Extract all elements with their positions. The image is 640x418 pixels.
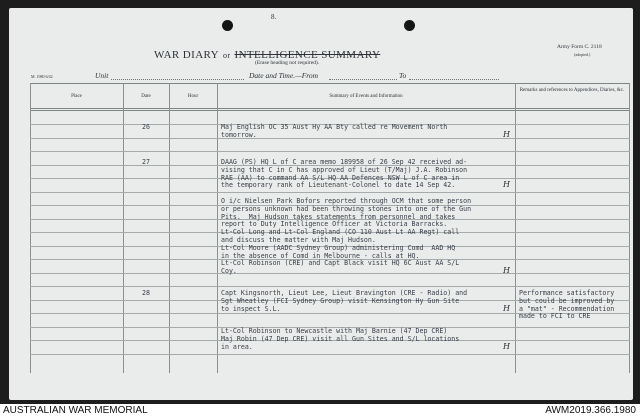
page-number: 8. xyxy=(271,13,277,21)
divider-place-date xyxy=(123,83,124,373)
border-right xyxy=(629,83,630,373)
ruled-line xyxy=(30,151,630,152)
entry-text: O i/c Nielsen Park Bofors reported through OCM that some person or persons unknown had been throwing stones into one of the Gun Pits. Maj Hudson takes statements from personnel and takes report to Duty Intelligence Officer at Victoria Barracks. Lt-Col Long and Lt-Col England (CO 110 Aust Lt AA Regt) call and discuss the matter with Maj Hudson. Lt-Col Moore (AADC Sydney Group) administering Comd AAD HQ in the absence of Comd in Melbourne - calls at HQ. Lt-Col Robinson (CRE) and Capt Black visit HQ 6C Aust AA S/L Coy. xyxy=(221,197,472,276)
adopted-note: (adopted.) xyxy=(574,52,591,57)
title-or: or xyxy=(223,51,231,60)
header-bottom-rule xyxy=(30,108,630,109)
form-subtitle: (Erase heading not required). xyxy=(255,60,320,66)
handwritten-initial: H xyxy=(503,129,510,139)
to-dotted-line xyxy=(409,79,499,80)
col-header-date: Date xyxy=(141,94,151,99)
ruled-line xyxy=(30,192,630,193)
col-header-remarks: Remarks and references to Appendices, Diaries, &c. xyxy=(519,88,625,93)
divider-date-hour xyxy=(169,83,170,373)
border-left xyxy=(30,83,31,373)
from-dotted-line xyxy=(329,79,397,80)
divider-summary-remarks xyxy=(515,83,516,373)
entry-text: Maj English OC 35 Aust Hy AA Bty called re Movement North tomorrow. xyxy=(221,123,448,139)
entry-text: Lt-Col Robinson to Newcastle with Maj Barnie (47 Dep CRE) Maj Robin (47 Dep CRE) visit all Gun Sites and S/L locations in area. xyxy=(221,327,460,351)
divider-hour-summary xyxy=(217,83,218,373)
title-intelligence-summary: INTELLIGENCE SUMMARY xyxy=(234,49,381,61)
print-code: M. 1980 6/42 xyxy=(31,74,53,79)
handwritten-initial: H xyxy=(503,180,510,190)
punch-hole-right xyxy=(404,20,415,31)
col-header-place: Place xyxy=(71,94,82,99)
handwritten-initial: H xyxy=(503,303,510,313)
handwritten-initial: H xyxy=(503,341,510,351)
war-diary-form xyxy=(9,8,633,400)
title-war-diary: WAR DIARY xyxy=(154,49,220,61)
footer-accession-number: AWM2019.366.1980 xyxy=(545,405,636,416)
ruled-line xyxy=(30,354,630,355)
table-top-rule xyxy=(30,83,630,84)
entry-remarks: Performance satisfactory but could be improved by a "mat" - Recommendation made to FCI to CRE xyxy=(519,289,615,321)
col-header-hour: Hour xyxy=(187,94,199,99)
army-form-number: Army Form C. 2118 xyxy=(557,44,602,50)
to-label: To xyxy=(399,71,407,80)
entry-date: 26 xyxy=(142,123,150,131)
handwritten-initial: H xyxy=(503,266,510,276)
entry-date: 27 xyxy=(142,158,150,166)
ruled-line xyxy=(30,286,630,287)
archive-footer xyxy=(0,404,640,418)
unit-dotted-line xyxy=(111,79,244,80)
entry-date: 28 xyxy=(142,289,150,297)
footer-institution: AUSTRALIAN WAR MEMORIAL xyxy=(3,405,148,416)
unit-label: Unit xyxy=(95,71,109,80)
col-header-summary: Summary of Events and Information xyxy=(329,94,403,99)
punch-hole-left xyxy=(222,20,233,31)
datetime-label: Date and Time.—From xyxy=(249,71,319,80)
header-bottom-rule-double xyxy=(30,110,630,111)
entry-text: DAAG (PS) HQ L of C area memo 189958 of 26 Sep 42 received ad- vising that C in C has approved of Lieut (T/Maj) J.A. Robinson RAE (AA) to command AA S/L HQ AA Defences NSW L of C area in the temporary rank of Lieutenant-Colonel to date 14 Sep 42. xyxy=(221,158,468,190)
entry-text: Capt Kingsnorth, Lieut Lee, Lieut Bravington (CRE - Radio) and Sgt Wheatley (FCI Sydney Group) visit Kensington Hy Gun Site to inspect S.L. xyxy=(221,289,468,313)
